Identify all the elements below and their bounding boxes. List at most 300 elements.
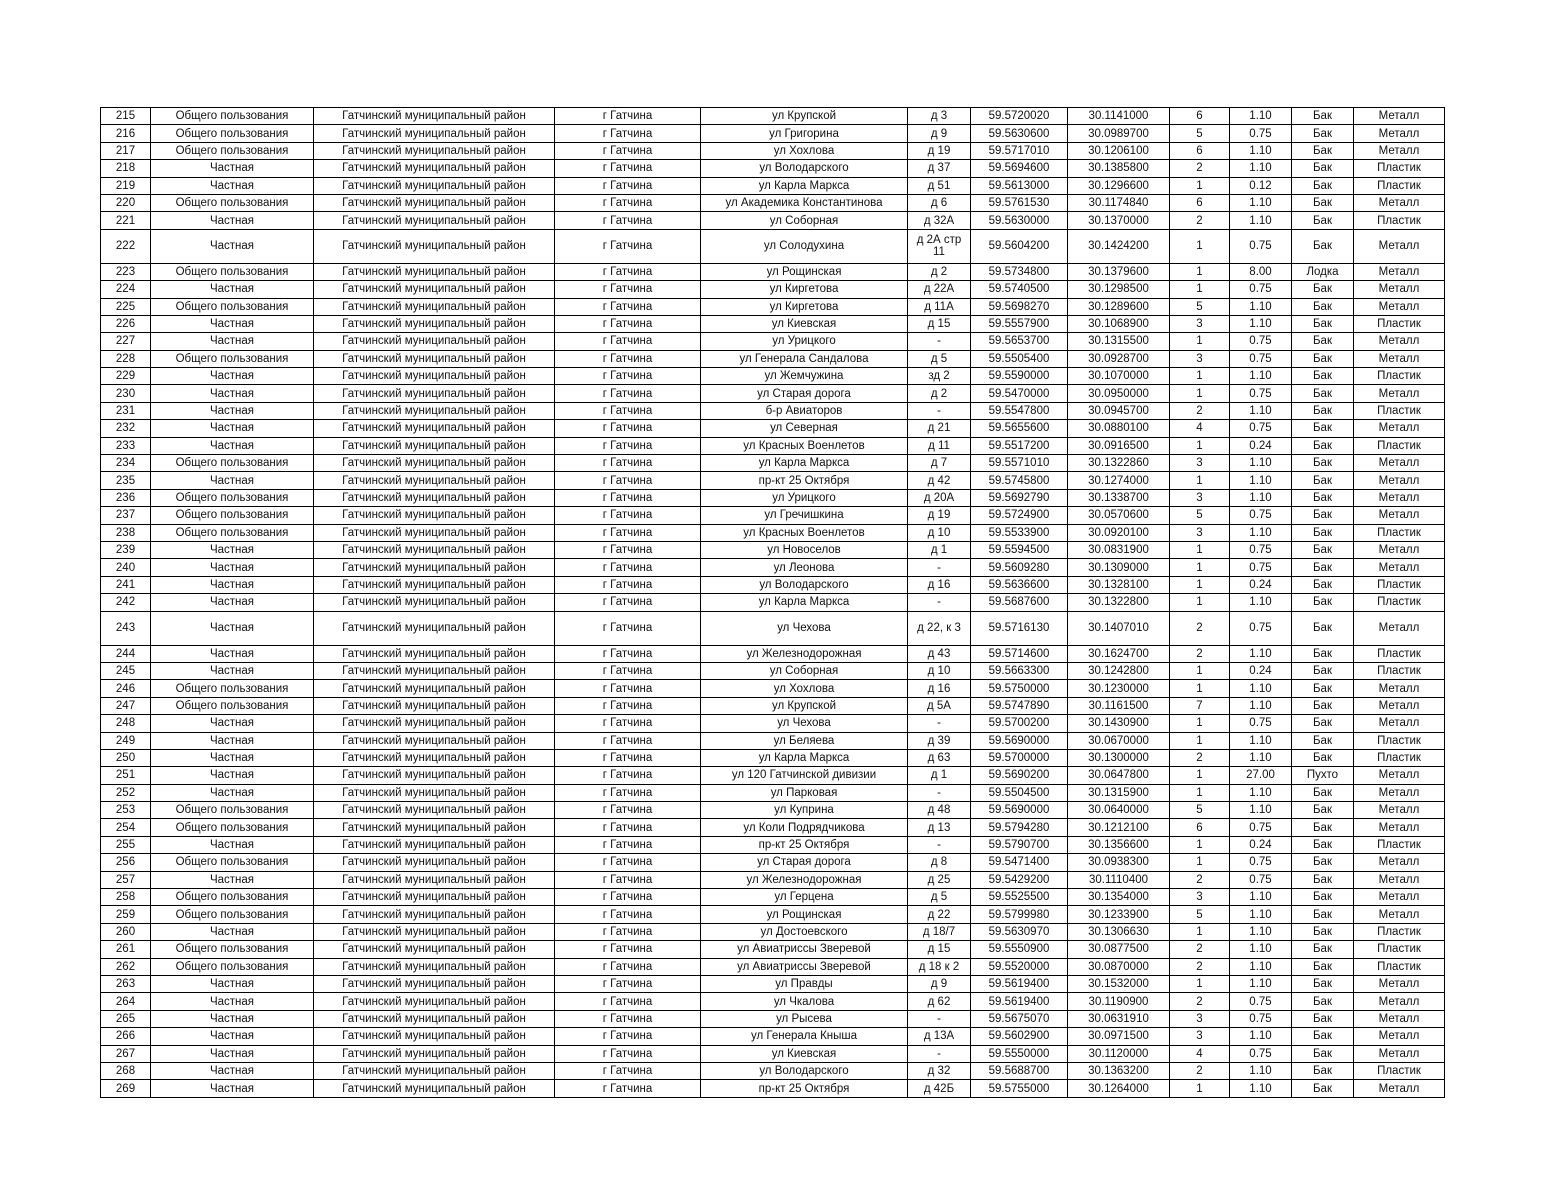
house-cell: д 3: [908, 108, 971, 125]
district-cell: Гатчинский муниципальный район: [314, 871, 555, 888]
longitude-cell: 30.1370000: [1068, 212, 1170, 229]
city-cell: г Гатчина: [555, 993, 701, 1010]
type-cell: Частная: [151, 732, 314, 749]
city-cell: г Гатчина: [555, 732, 701, 749]
row-number-cell: 219: [101, 177, 151, 194]
table-row: [101, 836, 1445, 853]
row-number-cell: 267: [101, 1045, 151, 1062]
longitude-cell: 30.1289600: [1068, 298, 1170, 315]
volume-cell: 0.24: [1230, 576, 1292, 593]
longitude-cell: 30.1338700: [1068, 489, 1170, 506]
street-cell: ул Карла Маркса: [701, 177, 908, 194]
container-type-cell: Бак: [1292, 975, 1354, 992]
container-type-cell: Бак: [1292, 611, 1354, 645]
street-cell: ул Володарского: [701, 160, 908, 177]
longitude-cell: 30.1379600: [1068, 263, 1170, 280]
city-cell: г Гатчина: [555, 333, 701, 350]
container-type-cell: Бак: [1292, 524, 1354, 541]
type-cell: Общего пользования: [151, 680, 314, 697]
district-cell: Гатчинский муниципальный район: [314, 923, 555, 940]
city-cell: г Гатчина: [555, 854, 701, 871]
city-cell: г Гатчина: [555, 541, 701, 558]
district-cell: Гатчинский муниципальный район: [314, 594, 555, 611]
house-cell: -: [908, 1010, 971, 1027]
type-cell: Частная: [151, 871, 314, 888]
type-cell: Частная: [151, 993, 314, 1010]
count-cell: 6: [1170, 819, 1230, 836]
city-cell: г Гатчина: [555, 941, 701, 958]
material-cell: Пластик: [1354, 836, 1445, 853]
district-cell: Гатчинский муниципальный район: [314, 559, 555, 576]
count-cell: 2: [1170, 871, 1230, 888]
container-type-cell: Бак: [1292, 437, 1354, 454]
street-cell: ул Чкалова: [701, 993, 908, 1010]
container-type-cell: Бак: [1292, 1028, 1354, 1045]
type-cell: Частная: [151, 715, 314, 732]
table-row: [101, 489, 1445, 506]
city-cell: г Гатчина: [555, 923, 701, 940]
longitude-cell: 30.1315900: [1068, 784, 1170, 801]
table-row: [101, 594, 1445, 611]
street-cell: ул Авиатриссы Зверевой: [701, 941, 908, 958]
street-cell: ул Беляева: [701, 732, 908, 749]
material-cell: Металл: [1354, 993, 1445, 1010]
count-cell: 3: [1170, 315, 1230, 332]
volume-cell: 0.75: [1230, 420, 1292, 437]
container-type-cell: Бак: [1292, 541, 1354, 558]
table-row: [101, 108, 1445, 125]
row-number-cell: 250: [101, 749, 151, 766]
latitude-cell: 59.5429200: [971, 871, 1068, 888]
material-cell: Металл: [1354, 1045, 1445, 1062]
row-number-cell: 235: [101, 472, 151, 489]
material-cell: Пластик: [1354, 941, 1445, 958]
city-cell: г Гатчина: [555, 350, 701, 367]
volume-cell: 0.75: [1230, 715, 1292, 732]
longitude-cell: 30.0971500: [1068, 1028, 1170, 1045]
row-number-cell: 263: [101, 975, 151, 992]
type-cell: Общего пользования: [151, 125, 314, 142]
street-cell: ул Крупской: [701, 697, 908, 714]
volume-cell: 1.10: [1230, 315, 1292, 332]
type-cell: Частная: [151, 1080, 314, 1097]
city-cell: г Гатчина: [555, 420, 701, 437]
count-cell: 5: [1170, 906, 1230, 923]
city-cell: г Гатчина: [555, 177, 701, 194]
street-cell: ул Северная: [701, 420, 908, 437]
house-cell: д 22А: [908, 281, 971, 298]
longitude-cell: 30.1264000: [1068, 1080, 1170, 1097]
row-number-cell: 265: [101, 1010, 151, 1027]
house-cell: д 7: [908, 455, 971, 472]
city-cell: г Гатчина: [555, 958, 701, 975]
city-cell: г Гатчина: [555, 472, 701, 489]
house-cell: д 11: [908, 437, 971, 454]
type-cell: Частная: [151, 177, 314, 194]
volume-cell: 1.10: [1230, 941, 1292, 958]
district-cell: Гатчинский муниципальный район: [314, 889, 555, 906]
street-cell: ул Красных Военлетов: [701, 437, 908, 454]
row-number-cell: 241: [101, 576, 151, 593]
row-number-cell: 233: [101, 437, 151, 454]
latitude-cell: 59.5700000: [971, 749, 1068, 766]
city-cell: г Гатчина: [555, 142, 701, 159]
street-cell: ул Володарского: [701, 1062, 908, 1079]
type-cell: Частная: [151, 281, 314, 298]
table-row: [101, 1080, 1445, 1097]
material-cell: Металл: [1354, 680, 1445, 697]
district-cell: Гатчинский муниципальный район: [314, 645, 555, 662]
type-cell: Частная: [151, 160, 314, 177]
table-row: [101, 125, 1445, 142]
longitude-cell: 30.1532000: [1068, 975, 1170, 992]
latitude-cell: 59.5747890: [971, 697, 1068, 714]
container-type-cell: Бак: [1292, 836, 1354, 853]
city-cell: г Гатчина: [555, 194, 701, 211]
city-cell: г Гатчина: [555, 975, 701, 992]
material-cell: Металл: [1354, 975, 1445, 992]
count-cell: 1: [1170, 784, 1230, 801]
container-type-cell: Бак: [1292, 958, 1354, 975]
count-cell: 2: [1170, 611, 1230, 645]
latitude-cell: 59.5609280: [971, 559, 1068, 576]
latitude-cell: 59.5470000: [971, 385, 1068, 402]
street-cell: ул Киргетова: [701, 281, 908, 298]
row-number-cell: 226: [101, 315, 151, 332]
city-cell: г Гатчина: [555, 402, 701, 419]
house-cell: -: [908, 594, 971, 611]
latitude-cell: 59.5692790: [971, 489, 1068, 506]
volume-cell: 1.10: [1230, 906, 1292, 923]
type-cell: Общего пользования: [151, 854, 314, 871]
material-cell: Металл: [1354, 1028, 1445, 1045]
city-cell: г Гатчина: [555, 784, 701, 801]
street-cell: ул Урицкого: [701, 489, 908, 506]
city-cell: г Гатчина: [555, 749, 701, 766]
district-cell: Гатчинский муниципальный район: [314, 212, 555, 229]
row-number-cell: 245: [101, 662, 151, 679]
latitude-cell: 59.5533900: [971, 524, 1068, 541]
container-type-cell: Бак: [1292, 854, 1354, 871]
row-number-cell: 247: [101, 697, 151, 714]
count-cell: 1: [1170, 854, 1230, 871]
city-cell: г Гатчина: [555, 298, 701, 315]
house-cell: д 5: [908, 889, 971, 906]
longitude-cell: 30.0916500: [1068, 437, 1170, 454]
street-cell: ул Хохлова: [701, 142, 908, 159]
street-cell: ул Генерала Сандалова: [701, 350, 908, 367]
house-cell: д 48: [908, 802, 971, 819]
row-number-cell: 229: [101, 368, 151, 385]
volume-cell: 1.10: [1230, 298, 1292, 315]
street-cell: ул Гречишкина: [701, 507, 908, 524]
material-cell: Металл: [1354, 455, 1445, 472]
type-cell: Частная: [151, 212, 314, 229]
city-cell: г Гатчина: [555, 889, 701, 906]
city-cell: г Гатчина: [555, 385, 701, 402]
material-cell: Металл: [1354, 420, 1445, 437]
latitude-cell: 59.5690000: [971, 732, 1068, 749]
material-cell: Металл: [1354, 541, 1445, 558]
house-cell: д 32: [908, 1062, 971, 1079]
table-row: [101, 541, 1445, 558]
type-cell: Частная: [151, 767, 314, 784]
container-type-cell: Бак: [1292, 889, 1354, 906]
latitude-cell: 59.5550900: [971, 941, 1068, 958]
longitude-cell: 30.0938300: [1068, 854, 1170, 871]
latitude-cell: 59.5604200: [971, 229, 1068, 263]
street-cell: б-р Авиаторов: [701, 402, 908, 419]
table-row: [101, 732, 1445, 749]
district-cell: Гатчинский муниципальный район: [314, 125, 555, 142]
street-cell: ул Железнодорожная: [701, 871, 908, 888]
latitude-cell: 59.5471400: [971, 854, 1068, 871]
latitude-cell: 59.5630600: [971, 125, 1068, 142]
latitude-cell: 59.5571010: [971, 455, 1068, 472]
house-cell: д 18 к 2: [908, 958, 971, 975]
table-row: [101, 906, 1445, 923]
street-cell: ул Киевская: [701, 1045, 908, 1062]
count-cell: 1: [1170, 559, 1230, 576]
data-table: [100, 107, 1445, 1098]
district-cell: Гатчинский муниципальный район: [314, 281, 555, 298]
longitude-cell: 30.1190900: [1068, 993, 1170, 1010]
container-type-cell: Бак: [1292, 680, 1354, 697]
volume-cell: 0.24: [1230, 662, 1292, 679]
row-number-cell: 257: [101, 871, 151, 888]
house-cell: д 63: [908, 749, 971, 766]
district-cell: Гатчинский муниципальный район: [314, 108, 555, 125]
latitude-cell: 59.5655600: [971, 420, 1068, 437]
table-row: [101, 350, 1445, 367]
street-cell: ул Коли Подрядчикова: [701, 819, 908, 836]
volume-cell: 0.75: [1230, 819, 1292, 836]
district-cell: Гатчинский муниципальный район: [314, 1028, 555, 1045]
volume-cell: 0.24: [1230, 836, 1292, 853]
count-cell: 2: [1170, 749, 1230, 766]
house-cell: д 5А: [908, 697, 971, 714]
volume-cell: 1.10: [1230, 1062, 1292, 1079]
city-cell: г Гатчина: [555, 836, 701, 853]
longitude-cell: 30.1212100: [1068, 819, 1170, 836]
count-cell: 1: [1170, 281, 1230, 298]
material-cell: Металл: [1354, 854, 1445, 871]
type-cell: Частная: [151, 576, 314, 593]
volume-cell: 1.10: [1230, 889, 1292, 906]
type-cell: Частная: [151, 611, 314, 645]
latitude-cell: 59.5613000: [971, 177, 1068, 194]
volume-cell: 1.10: [1230, 697, 1292, 714]
longitude-cell: 30.1356600: [1068, 836, 1170, 853]
city-cell: г Гатчина: [555, 368, 701, 385]
city-cell: г Гатчина: [555, 611, 701, 645]
district-cell: Гатчинский муниципальный район: [314, 802, 555, 819]
table-row: [101, 715, 1445, 732]
row-number-cell: 269: [101, 1080, 151, 1097]
material-cell: Металл: [1354, 229, 1445, 263]
container-type-cell: Бак: [1292, 212, 1354, 229]
longitude-cell: 30.1110400: [1068, 871, 1170, 888]
street-cell: ул Солодухина: [701, 229, 908, 263]
latitude-cell: 59.5517200: [971, 437, 1068, 454]
district-cell: Гатчинский муниципальный район: [314, 333, 555, 350]
house-cell: д 2: [908, 385, 971, 402]
row-number-cell: 268: [101, 1062, 151, 1079]
container-type-cell: Бак: [1292, 281, 1354, 298]
row-number-cell: 255: [101, 836, 151, 853]
longitude-cell: 30.0945700: [1068, 402, 1170, 419]
table-row: [101, 993, 1445, 1010]
longitude-cell: 30.1233900: [1068, 906, 1170, 923]
district-cell: Гатчинский муниципальный район: [314, 975, 555, 992]
latitude-cell: 59.5619400: [971, 975, 1068, 992]
row-number-cell: 259: [101, 906, 151, 923]
table-row: [101, 889, 1445, 906]
district-cell: Гатчинский муниципальный район: [314, 489, 555, 506]
district-cell: Гатчинский муниципальный район: [314, 385, 555, 402]
district-cell: Гатчинский муниципальный район: [314, 993, 555, 1010]
street-cell: ул Леонова: [701, 559, 908, 576]
district-cell: Гатчинский муниципальный район: [314, 941, 555, 958]
street-cell: ул Генерала Кныша: [701, 1028, 908, 1045]
type-cell: Частная: [151, 975, 314, 992]
count-cell: 5: [1170, 802, 1230, 819]
type-cell: Частная: [151, 645, 314, 662]
volume-cell: 1.10: [1230, 975, 1292, 992]
count-cell: 3: [1170, 350, 1230, 367]
district-cell: Гатчинский муниципальный район: [314, 524, 555, 541]
table-row: [101, 194, 1445, 211]
volume-cell: 1.10: [1230, 680, 1292, 697]
container-type-cell: Бак: [1292, 385, 1354, 402]
longitude-cell: 30.1306630: [1068, 923, 1170, 940]
type-cell: Общего пользования: [151, 507, 314, 524]
volume-cell: 1.10: [1230, 194, 1292, 211]
row-number-cell: 227: [101, 333, 151, 350]
table-row: [101, 854, 1445, 871]
count-cell: 2: [1170, 160, 1230, 177]
city-cell: г Гатчина: [555, 802, 701, 819]
row-number-cell: 230: [101, 385, 151, 402]
type-cell: Общего пользования: [151, 958, 314, 975]
district-cell: Гатчинский муниципальный район: [314, 576, 555, 593]
street-cell: ул Карла Маркса: [701, 594, 908, 611]
city-cell: г Гатчина: [555, 594, 701, 611]
district-cell: Гатчинский муниципальный район: [314, 315, 555, 332]
type-cell: Частная: [151, 749, 314, 766]
table-row: [101, 1045, 1445, 1062]
material-cell: Пластик: [1354, 576, 1445, 593]
latitude-cell: 59.5700200: [971, 715, 1068, 732]
row-number-cell: 248: [101, 715, 151, 732]
street-cell: ул Чехова: [701, 715, 908, 732]
material-cell: Пластик: [1354, 645, 1445, 662]
longitude-cell: 30.0670000: [1068, 732, 1170, 749]
street-cell: ул Достоевского: [701, 923, 908, 940]
type-cell: Частная: [151, 594, 314, 611]
street-cell: ул 120 Гатчинской дивизии: [701, 767, 908, 784]
house-cell: д 1: [908, 541, 971, 558]
table-row: [101, 229, 1445, 263]
longitude-cell: 30.0640000: [1068, 802, 1170, 819]
longitude-cell: 30.0880100: [1068, 420, 1170, 437]
type-cell: Общего пользования: [151, 819, 314, 836]
street-cell: ул Авиатриссы Зверевой: [701, 958, 908, 975]
type-cell: Частная: [151, 437, 314, 454]
table-row: [101, 923, 1445, 940]
count-cell: 1: [1170, 732, 1230, 749]
count-cell: 4: [1170, 420, 1230, 437]
longitude-cell: 30.1328100: [1068, 576, 1170, 593]
material-cell: Пластик: [1354, 662, 1445, 679]
street-cell: ул Рысева: [701, 1010, 908, 1027]
row-number-cell: 243: [101, 611, 151, 645]
house-cell: -: [908, 559, 971, 576]
district-cell: Гатчинский муниципальный район: [314, 958, 555, 975]
container-type-cell: Бак: [1292, 1010, 1354, 1027]
city-cell: г Гатчина: [555, 662, 701, 679]
table-row: [101, 333, 1445, 350]
material-cell: Пластик: [1354, 402, 1445, 419]
street-cell: ул Старая дорога: [701, 854, 908, 871]
count-cell: 4: [1170, 1045, 1230, 1062]
row-number-cell: 238: [101, 524, 151, 541]
street-cell: ул Соборная: [701, 212, 908, 229]
row-number-cell: 217: [101, 142, 151, 159]
table-row: [101, 368, 1445, 385]
count-cell: 1: [1170, 437, 1230, 454]
material-cell: Металл: [1354, 263, 1445, 280]
street-cell: ул Правды: [701, 975, 908, 992]
district-cell: Гатчинский муниципальный район: [314, 402, 555, 419]
longitude-cell: 30.0870000: [1068, 958, 1170, 975]
longitude-cell: 30.1274000: [1068, 472, 1170, 489]
volume-cell: 1.10: [1230, 749, 1292, 766]
row-number-cell: 264: [101, 993, 151, 1010]
street-cell: пр-кт 25 Октября: [701, 472, 908, 489]
latitude-cell: 59.5619400: [971, 993, 1068, 1010]
table-row: [101, 1028, 1445, 1045]
material-cell: Металл: [1354, 281, 1445, 298]
material-cell: Пластик: [1354, 437, 1445, 454]
row-number-cell: 261: [101, 941, 151, 958]
material-cell: Металл: [1354, 507, 1445, 524]
longitude-cell: 30.1354000: [1068, 889, 1170, 906]
container-type-cell: Бак: [1292, 1080, 1354, 1097]
city-cell: г Гатчина: [555, 489, 701, 506]
longitude-cell: 30.1300000: [1068, 749, 1170, 766]
volume-cell: 0.75: [1230, 385, 1292, 402]
table-row: [101, 281, 1445, 298]
table-row: [101, 645, 1445, 662]
longitude-cell: 30.1624700: [1068, 645, 1170, 662]
city-cell: г Гатчина: [555, 108, 701, 125]
table-row: [101, 559, 1445, 576]
material-cell: Металл: [1354, 298, 1445, 315]
street-cell: ул Карла Маркса: [701, 749, 908, 766]
district-cell: Гатчинский муниципальный район: [314, 680, 555, 697]
material-cell: Металл: [1354, 333, 1445, 350]
district-cell: Гатчинский муниципальный район: [314, 767, 555, 784]
material-cell: Пластик: [1354, 315, 1445, 332]
city-cell: г Гатчина: [555, 1028, 701, 1045]
city-cell: г Гатчина: [555, 680, 701, 697]
container-type-cell: Бак: [1292, 576, 1354, 593]
district-cell: Гатчинский муниципальный район: [314, 194, 555, 211]
district-cell: Гатчинский муниципальный район: [314, 1080, 555, 1097]
container-type-cell: Бак: [1292, 160, 1354, 177]
volume-cell: 1.10: [1230, 472, 1292, 489]
